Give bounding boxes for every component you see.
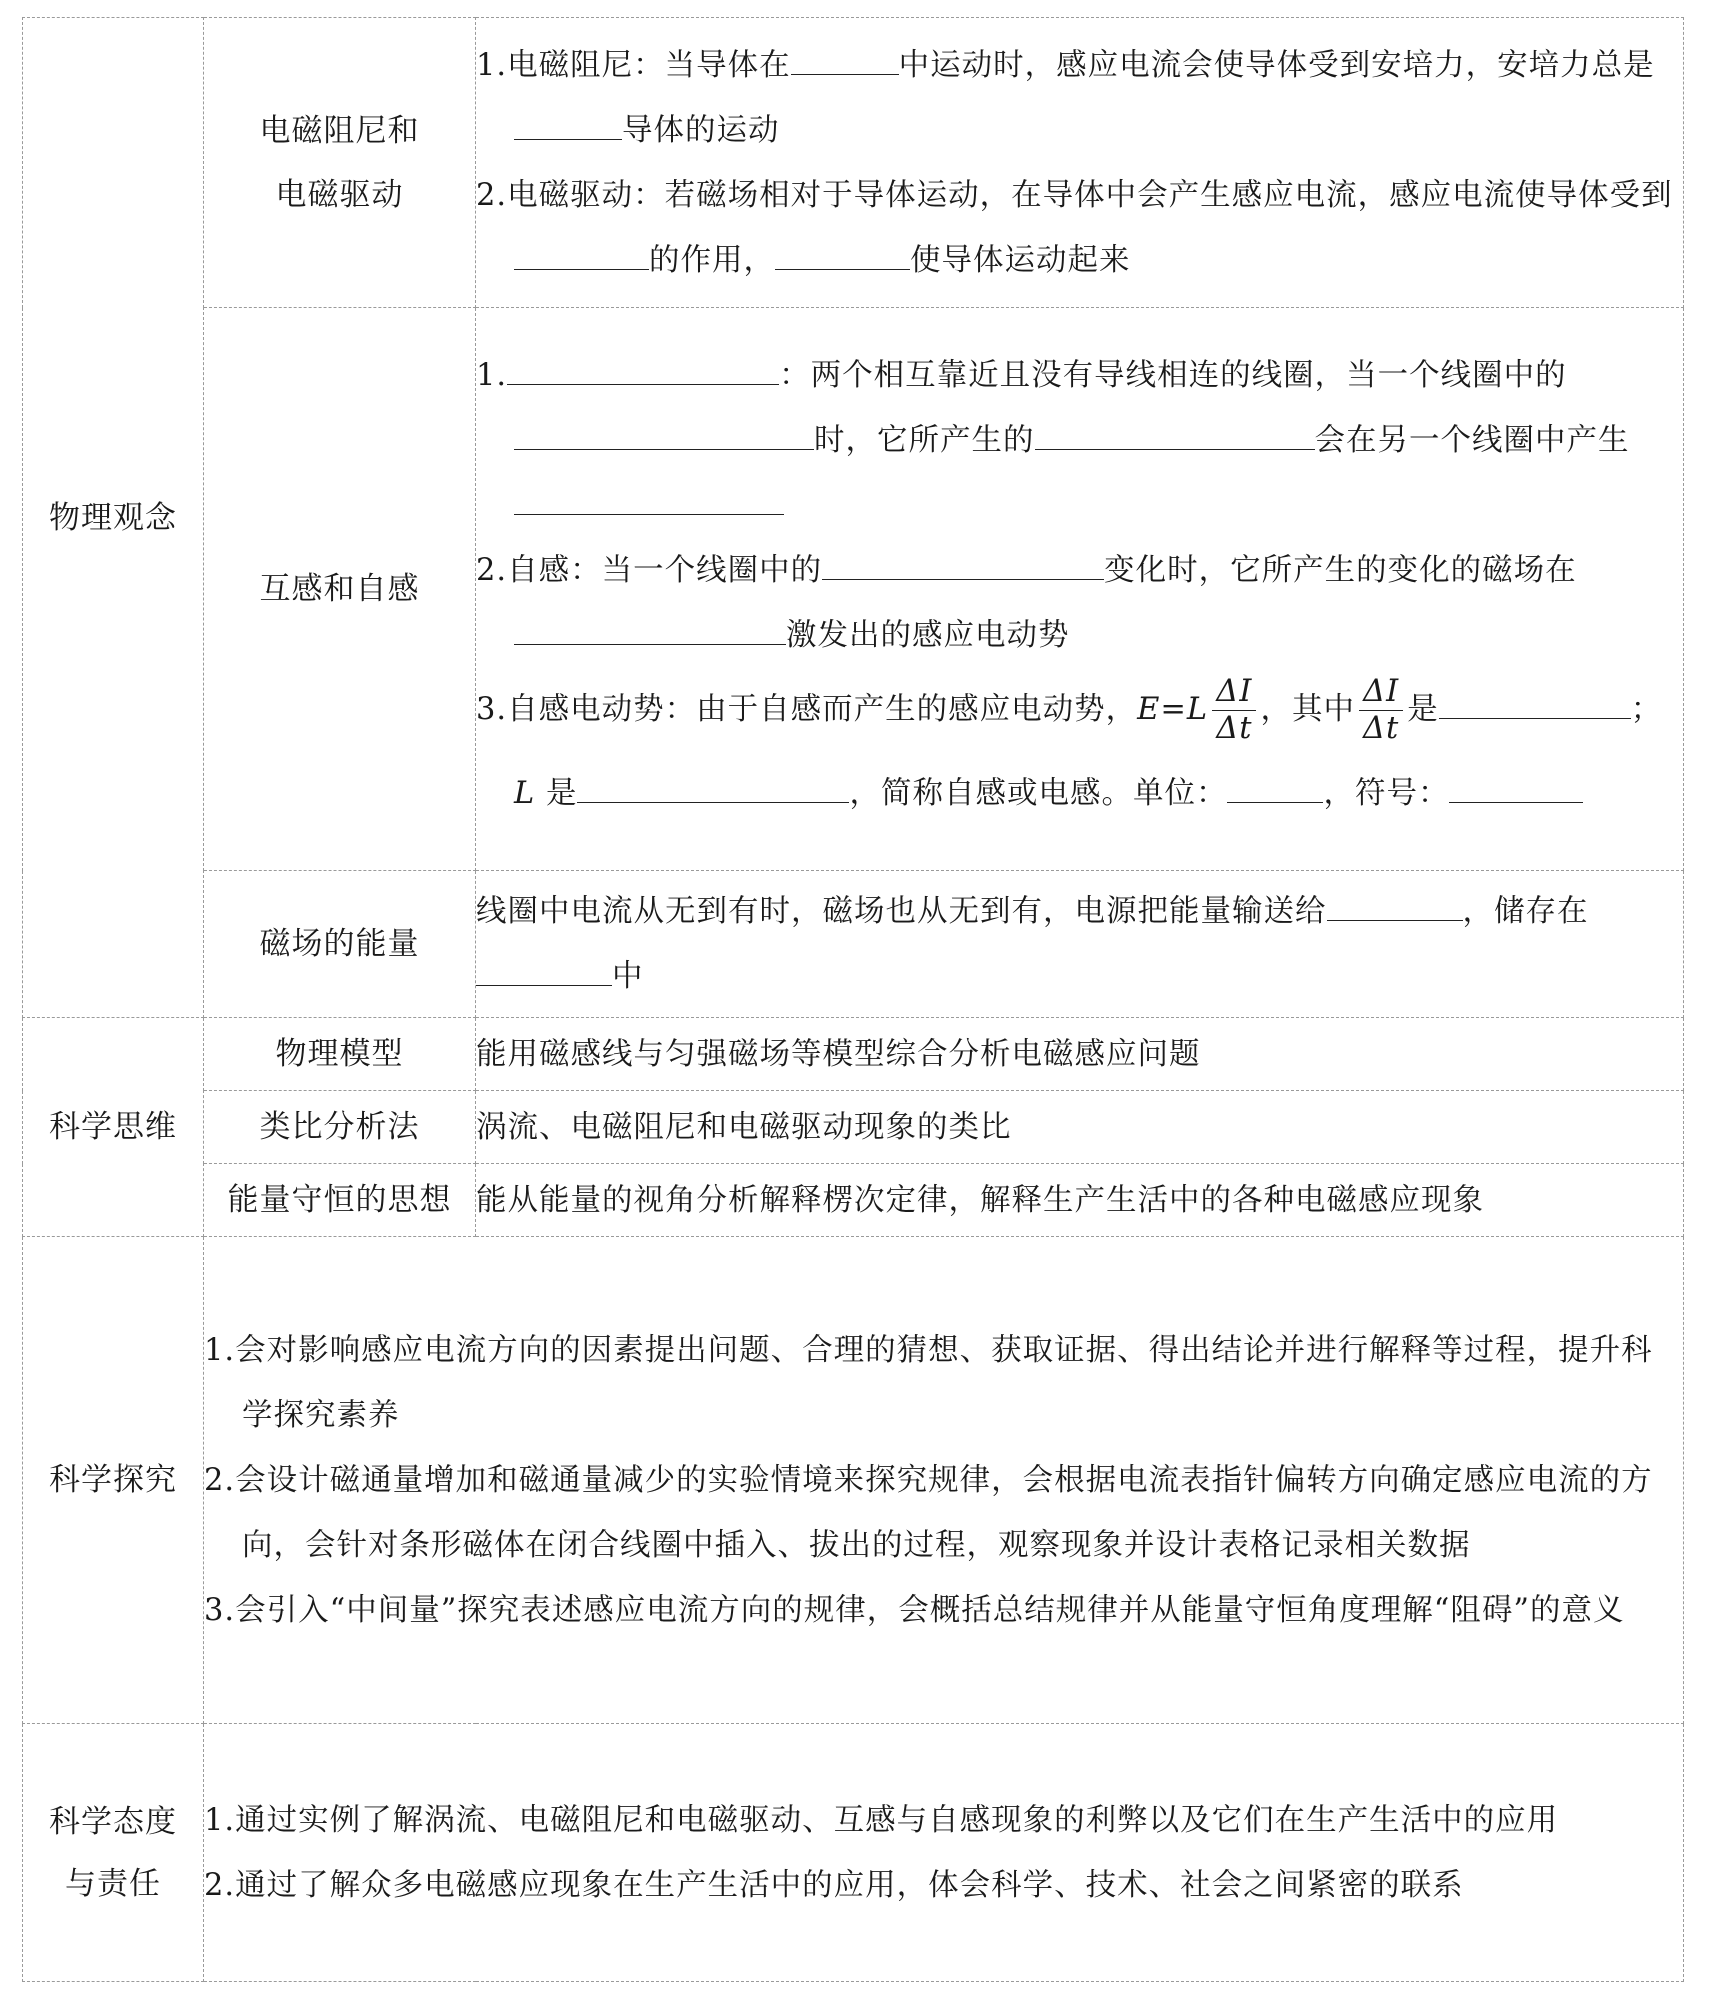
text-segment: 线圈中电流从无到有时，磁场也从无到有，电源把能量输送给 bbox=[476, 894, 1327, 929]
category-label: 科学思维 bbox=[49, 1109, 177, 1145]
topic-title: 磁场的能量 bbox=[259, 926, 420, 962]
text-segment: 2.电磁驱动：若磁场相对于导体运动，在导体中会产生感应电流，感应电流使导体受到 bbox=[476, 177, 1673, 213]
category-label: 物理观念 bbox=[49, 499, 177, 536]
text-segment: 中运动时，感应电流会使导体受到安培力，安培力总是 bbox=[898, 47, 1655, 83]
text-segment: 时，它所产生的 bbox=[814, 422, 1035, 458]
row-thinking-2 bbox=[23, 1091, 1684, 1164]
category-label: 科学探究 bbox=[49, 1462, 177, 1498]
row-attitude bbox=[23, 1724, 1684, 1982]
topic-mutual-desc bbox=[476, 308, 1684, 871]
attitude-desc bbox=[204, 1724, 1684, 1982]
row-inquiry bbox=[23, 1237, 1684, 1724]
fill-blank[interactable] bbox=[514, 425, 814, 450]
fill-blank[interactable] bbox=[791, 50, 899, 75]
frac-numerator: ΔI bbox=[1212, 674, 1256, 711]
fill-blank[interactable] bbox=[577, 778, 849, 803]
text-segment: 变化时，它所产生的变化的磁场在 bbox=[1104, 552, 1577, 588]
fill-blank[interactable] bbox=[476, 961, 612, 986]
fill-blank[interactable] bbox=[775, 245, 910, 270]
category-physics-concept bbox=[23, 18, 204, 1018]
formula-text: E=L bbox=[1137, 691, 1209, 727]
category-scientific-inquiry bbox=[23, 1237, 204, 1724]
text-segment: 激发出的感应电动势 bbox=[786, 617, 1070, 653]
fill-blank[interactable] bbox=[1449, 778, 1583, 803]
text-segment: ，符号： bbox=[1323, 775, 1450, 811]
damping-item-1 bbox=[476, 33, 1683, 163]
fill-blank[interactable] bbox=[514, 620, 786, 645]
frac-denominator: Δt bbox=[1362, 711, 1400, 746]
text-segment: ； bbox=[1630, 691, 1663, 727]
inquiry-item: 1.会对影响感应电流方向的因素提出问题、合理的猜想、获取证据、得出结论并进行解释等过程，提升科学探究素养 bbox=[204, 1332, 1653, 1433]
frac-numerator: ΔI bbox=[1359, 674, 1403, 711]
text-segment: 中 bbox=[612, 959, 644, 994]
text-segment: 2.自感：当一个线圈中的 bbox=[476, 552, 823, 588]
category-scientific-thinking bbox=[23, 1018, 204, 1237]
row-mutual bbox=[23, 308, 1684, 871]
fill-blank[interactable] bbox=[514, 245, 649, 270]
mutual-item-3 bbox=[476, 668, 1683, 836]
topic-title: 互感和自感 bbox=[259, 571, 420, 607]
topic-energy-cell bbox=[204, 871, 476, 1018]
fill-blank[interactable] bbox=[514, 115, 622, 140]
text-segment: ，其中 bbox=[1260, 691, 1355, 727]
topic-mutual-cell bbox=[204, 308, 476, 871]
text-segment: 3.自感电动势：由于自感而产生的感应电动势， bbox=[476, 691, 1138, 727]
fill-blank[interactable] bbox=[507, 360, 779, 385]
text-segment: 会在另一个线圈中产生 bbox=[1314, 422, 1630, 458]
fill-blank[interactable] bbox=[1327, 896, 1463, 921]
topic-title-line2: 电磁驱动 bbox=[275, 176, 404, 213]
fill-blank[interactable] bbox=[1439, 694, 1631, 719]
mutual-item-1 bbox=[476, 343, 1683, 538]
topic-title-line1: 电磁阻尼和 bbox=[259, 112, 420, 149]
thinking-title: 能量守恒的思想 bbox=[204, 1164, 476, 1237]
formula-text: L bbox=[514, 775, 536, 811]
category-label-line2: 与责任 bbox=[65, 1865, 161, 1902]
topic-damping-desc bbox=[476, 18, 1684, 308]
fraction-delta-i-over-delta-t bbox=[1359, 674, 1403, 747]
thinking-title: 类比分析法 bbox=[204, 1091, 476, 1164]
text-segment: 的作用， bbox=[649, 242, 775, 278]
inquiry-desc bbox=[204, 1237, 1684, 1724]
row-thinking-3 bbox=[23, 1164, 1684, 1237]
inquiry-item: 3.会引入“中间量”探究表述感应电流方向的规律，会概括总结规律并从能量守恒角度理解“阻碍”的意义 bbox=[204, 1592, 1625, 1628]
mutual-item-2 bbox=[476, 538, 1683, 668]
attitude-item: 1.通过实例了解涡流、电磁阻尼和电磁驱动、互感与自感现象的利弊以及它们在生产生活中的应用 bbox=[204, 1802, 1559, 1838]
thinking-text: 能从能量的视角分析解释楞次定律，解释生产生活中的各种电磁感应现象 bbox=[476, 1164, 1684, 1237]
text-segment: 是 bbox=[1407, 691, 1439, 727]
row-energy bbox=[23, 871, 1684, 1018]
text-segment: ，储存在 bbox=[1462, 894, 1589, 929]
topic-energy-desc bbox=[476, 871, 1684, 1018]
text-segment: ，简称自感或电感。单位： bbox=[849, 775, 1228, 811]
text-segment: ：两个相互靠近且没有导线相连的线圈，当一个线圈中的 bbox=[779, 357, 1567, 393]
thinking-text: 涡流、电磁阻尼和电磁驱动现象的类比 bbox=[476, 1091, 1684, 1164]
text-segment: 是 bbox=[535, 775, 578, 811]
topic-damping-cell bbox=[204, 18, 476, 308]
text-segment: 导体的运动 bbox=[622, 112, 780, 148]
text-segment: 使导体运动起来 bbox=[910, 242, 1131, 278]
category-attitude bbox=[23, 1724, 204, 1982]
fill-blank[interactable] bbox=[514, 490, 784, 515]
text-segment: 1. bbox=[476, 357, 508, 393]
frac-denominator: Δt bbox=[1216, 711, 1253, 746]
fill-blank[interactable] bbox=[1227, 778, 1323, 803]
damping-item-2 bbox=[476, 163, 1683, 293]
attitude-item: 2.通过了解众多电磁感应现象在生产生活中的应用，体会科学、技术、社会之间紧密的联系 bbox=[204, 1867, 1464, 1903]
fill-blank[interactable] bbox=[1035, 425, 1315, 450]
thinking-title: 物理模型 bbox=[204, 1018, 476, 1091]
fraction-delta-i-over-delta-t bbox=[1212, 674, 1256, 747]
text-segment: 1.电磁阻尼：当导体在 bbox=[476, 47, 791, 83]
inquiry-item: 2.会设计磁通量增加和磁通量减少的实验情境来探究规律，会根据电流表指针偏转方向确定感应电流的方向，会针对条形磁体在闭合线圈中插入、拔出的过程，观察现象并设计表格记录相关数据 bbox=[204, 1462, 1653, 1563]
row-thinking-1 bbox=[23, 1018, 1684, 1091]
category-label-line1: 科学态度 bbox=[49, 1803, 177, 1840]
fill-blank[interactable] bbox=[822, 555, 1104, 580]
row-damping bbox=[23, 18, 1684, 308]
thinking-text: 能用磁感线与匀强磁场等模型综合分析电磁感应问题 bbox=[476, 1018, 1684, 1091]
summary-table bbox=[22, 17, 1684, 1982]
